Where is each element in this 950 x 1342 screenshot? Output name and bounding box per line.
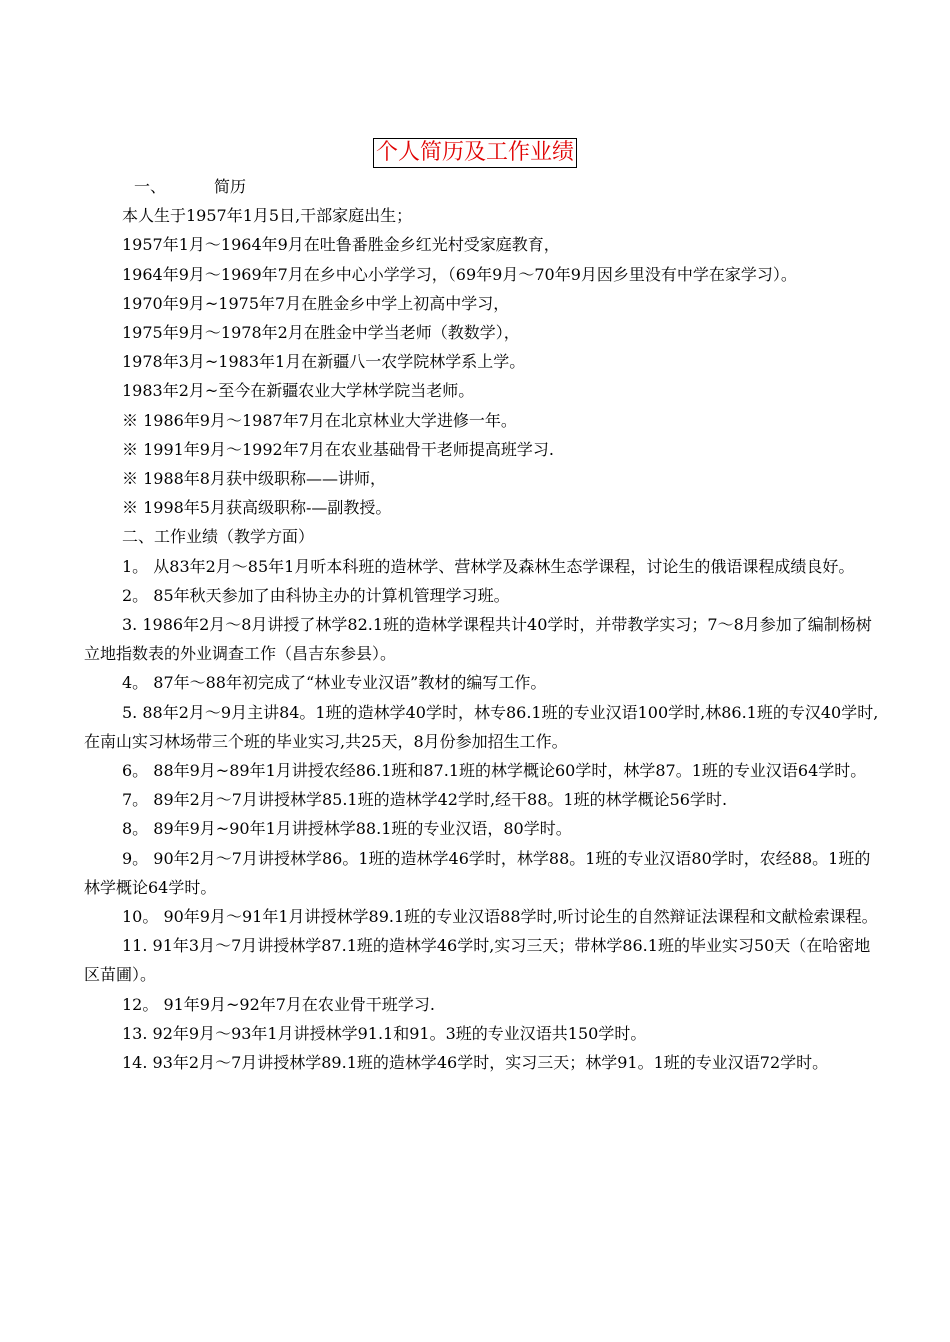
achievement-item: 10。 90年9月～91年1月讲授林学89.1班的专业汉语88学时,听讨论生的自然辩证法课程和文献检索课程。	[122, 907, 878, 927]
title-container	[0, 138, 950, 168]
achievement-item: 6。 88年9月~89年1月讲授农经86.1班和87.1班的林学概论60学时，林学87。1班的专业汉语64学时。	[122, 761, 867, 781]
resume-line: 本人生于1957年1月5日,干部家庭出生；	[122, 206, 413, 226]
resume-note: ※ 1986年9月～1987年7月在北京林业大学进修一年。	[122, 410, 517, 430]
achievement-item: 14. 93年2月～7月讲授林学89.1班的造林学46学时，实习三天；林学91。1班的专业汉语72学时。	[122, 1053, 829, 1073]
section-heading-resume	[84, 172, 882, 201]
resume-line: 1964年9月～1969年7月在乡中心小学学习，（69年9月～70年9月因乡里没有中学在家学习）。	[122, 264, 797, 284]
resume-note: ※ 1991年9月～1992年7月在农业基础骨干老师提高班学习.	[122, 439, 554, 459]
document-title: 个人简历及工作业绩	[373, 138, 577, 168]
achievement-item: 1。 从83年2月～85年1月听本科班的造林学、营林学及森林生态学课程，讨论生的俄语课程成绩良好。	[122, 556, 855, 576]
resume-line: 1957年1月～1964年9月在吐鲁番胜金乡红光村受家庭教育，	[122, 235, 560, 255]
resume-note: ※ 1998年5月获高级职称-—副教授。	[122, 498, 392, 518]
achievement-item: 3. 1986年2月～8月讲授了林学82.1班的造林学课程共计40学时，并带教学实习；7～8月参加了编制杨树立地指数表的外业调查工作（昌吉东参县）。	[84, 615, 872, 664]
section-heading-achievements: 二、工作业绩（教学方面）	[122, 527, 315, 547]
resume-line: 1970年9月~1975年7月在胜金乡中学上初高中学习，	[122, 293, 510, 313]
document-body	[84, 172, 882, 1077]
resume-line: 1975年9月～1978年2月在胜金中学当老师（教数学），	[122, 323, 520, 343]
section-label: 简历	[214, 177, 247, 196]
achievement-item: 4。 87年～88年初完成了“林业专业汉语”教材的编写工作。	[122, 673, 547, 693]
achievement-item: 13. 92年9月～93年1月讲授林学91.1和91。3班的专业汉语共150学时。	[122, 1023, 647, 1043]
resume-note: ※ 1988年8月获中级职称——讲师，	[122, 469, 386, 489]
resume-line: 1983年2月~至今在新疆农业大学林学院当老师。	[122, 381, 475, 401]
achievement-item: 11. 91年3月～7月讲授林学87.1班的造林学46学时,实习三天；带林学86.1班的毕业实习50天（在哈密地区苗圃）。	[84, 936, 871, 985]
achievement-item: 5. 88年2月～9月主讲84。1班的造林学40学时，林专86.1班的专业汉语100学时,林86.1班的专汉40学时,在南山实习林场带三个班的毕业实习,共25天，8月份参加招生工作。	[84, 702, 879, 751]
achievement-item: 12。 91年9月~92年7月在农业骨干班学习.	[122, 994, 436, 1014]
achievement-item: 8。 89年9月~90年1月讲授林学88.1班的专业汉语，80学时。	[122, 819, 572, 839]
achievement-item: 2。 85年秋天参加了由科协主办的计算机管理学习班。	[122, 585, 510, 605]
achievement-item: 9。 90年2月～7月讲授林学86。1班的造林学46学时，林学88。1班的专业汉语80学时，农经88。1班的林学概论64学时。	[84, 848, 871, 897]
resume-line: 1978年3月~1983年1月在新疆八一农学院林学系上学。	[122, 352, 526, 372]
section-number: 一、	[134, 177, 167, 196]
achievement-item: 7。 89年2月～7月讲授林学85.1班的造林学42学时,经干88。1班的林学概论56学时.	[122, 790, 728, 810]
